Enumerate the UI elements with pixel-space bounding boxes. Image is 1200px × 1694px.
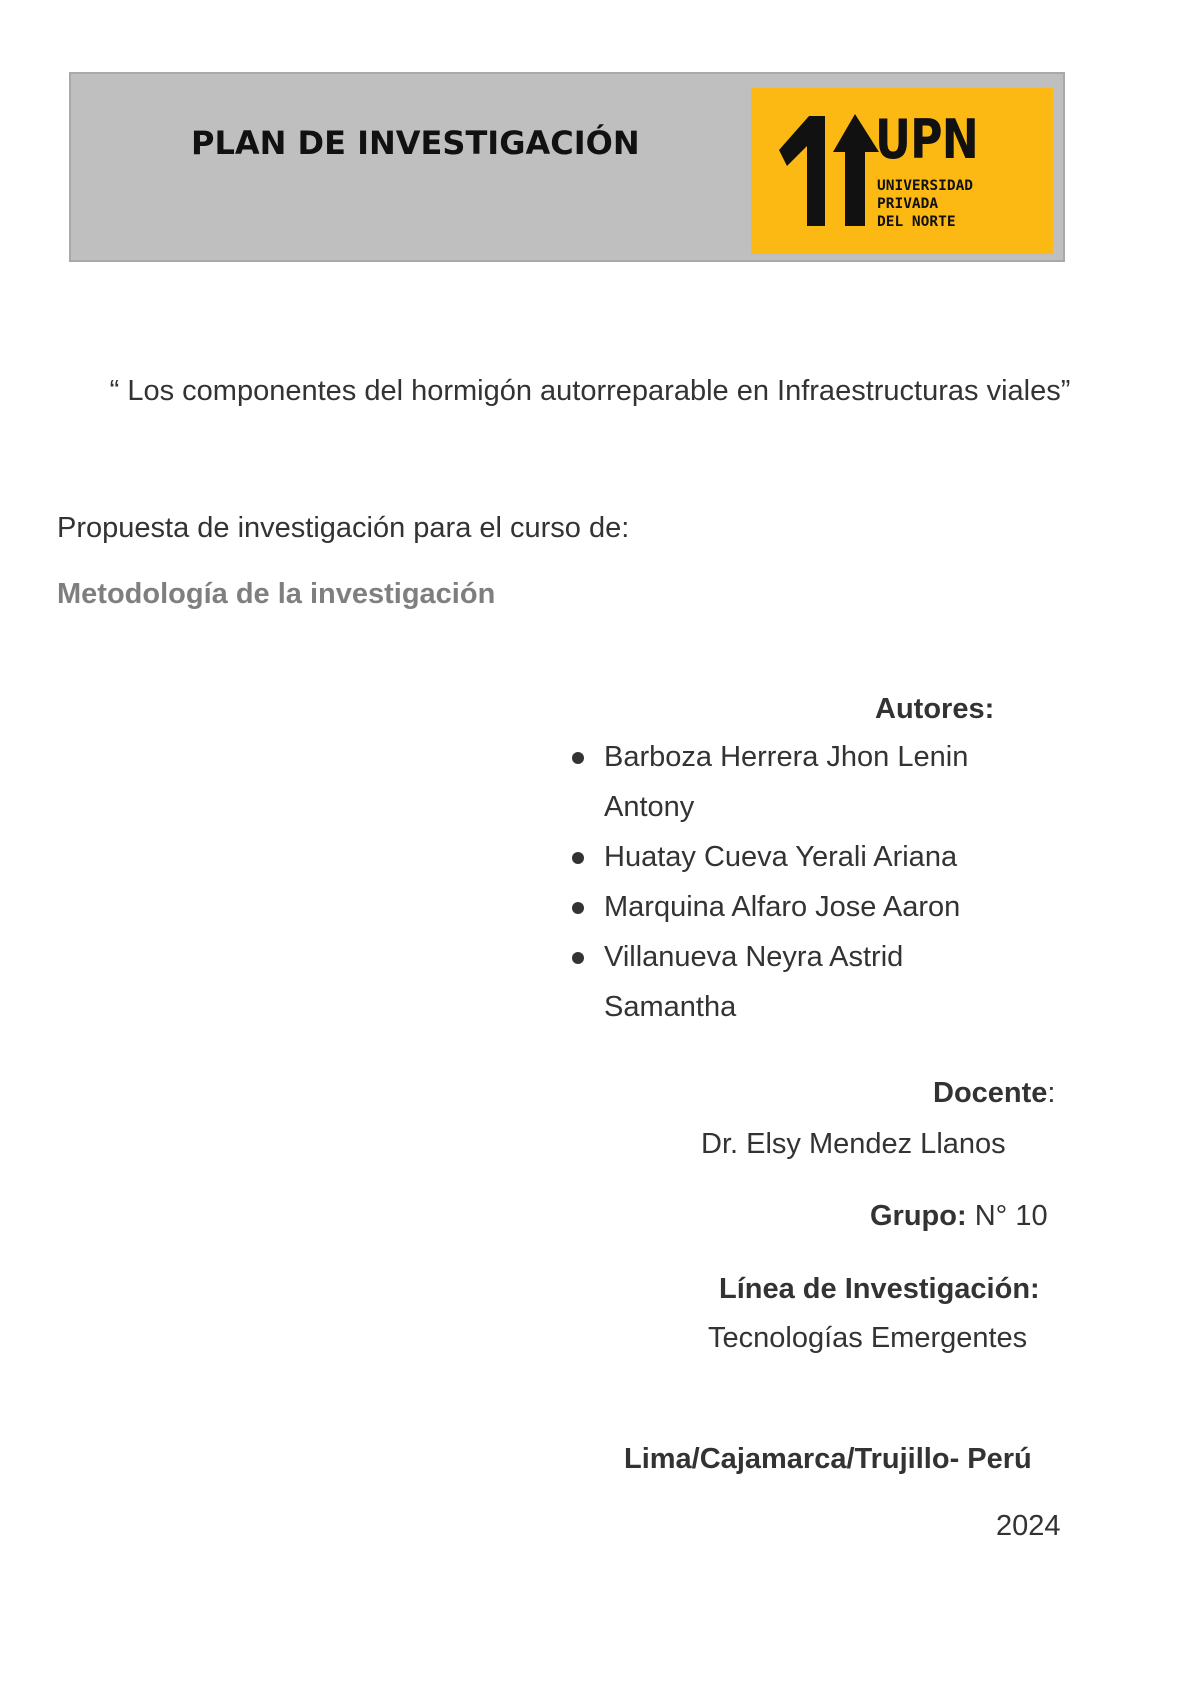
- linea-value: Tecnologías Emergentes: [708, 1322, 1028, 1354]
- location: Lima/Cajamarca/Trujillo- Perú: [624, 1443, 1032, 1475]
- logo-line-1: UNIVERSIDAD: [877, 178, 974, 194]
- bullet-icon: [572, 902, 584, 914]
- course-name: Metodología de la investigación: [57, 578, 496, 610]
- header-banner: [69, 72, 1065, 262]
- docente-name: Dr. Elsy Mendez Llanos: [701, 1128, 1006, 1160]
- bullet-icon: [572, 752, 584, 764]
- author-item: Marquina Alfaro Jose Aaron: [560, 882, 1020, 932]
- author-item: Barboza Herrera Jhon Lenin Antony: [560, 732, 1020, 832]
- upn-logo: [751, 88, 1053, 254]
- grupo-label: Grupo:: [870, 1200, 967, 1232]
- grupo-line: [870, 1200, 1048, 1233]
- logo-line-2: PRIVADA: [877, 196, 939, 212]
- bullet-icon: [572, 952, 584, 964]
- logo-line-3: DEL NORTE: [877, 214, 956, 230]
- docente-label: Docente: [933, 1077, 1048, 1109]
- docente-heading: [933, 1077, 1055, 1110]
- research-title: “ Los componentes del hormigón autorreparable en Infraestructuras viales”: [109, 375, 1071, 407]
- author-item: Huatay Cueva Yerali Ariana: [560, 832, 1020, 882]
- year: 2024: [996, 1510, 1061, 1542]
- document-type-title: PLAN DE INVESTIGACIÓN: [191, 124, 640, 162]
- logo-wordmark: UPN: [875, 108, 979, 171]
- grupo-value: N° 10: [974, 1200, 1048, 1232]
- authors-list: [560, 732, 1020, 1032]
- bullet-icon: [572, 852, 584, 864]
- author-item: Villanueva Neyra Astrid Samantha: [560, 932, 1020, 1032]
- docente-colon: :: [1047, 1077, 1056, 1109]
- authors-label: Autores:: [875, 693, 995, 725]
- linea-label: Línea de Investigación:: [719, 1273, 1040, 1305]
- proposal-label: Propuesta de investigación para el curso de:: [57, 512, 630, 544]
